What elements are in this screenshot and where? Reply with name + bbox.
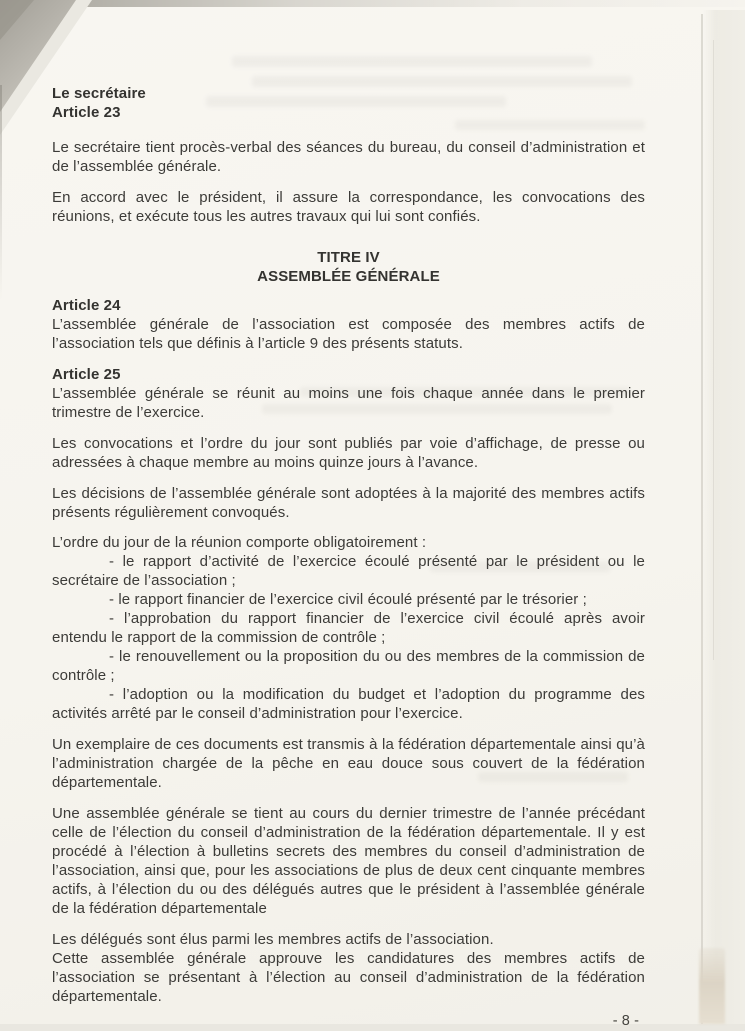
page-right-edge <box>703 10 745 1024</box>
article-23-paragraph-1: Le secrétaire tient procès-verbal des séances du bureau, du conseil d’administration et de l’assemblée générale. <box>52 139 645 175</box>
agenda-item: - le rapport d’activité de l’exercice écoulé présenté par le président ou le secrétaire de l’association ; <box>52 553 645 589</box>
agenda-item: - le renouvellement ou la proposition du ou des membres de la commission de contrôle ; <box>52 648 645 684</box>
title-iv-heading <box>52 248 645 286</box>
title-iv-line2: ASSEMBLÉE GÉNÉRALE <box>257 268 440 285</box>
article-24-body: L’assemblée générale de l’association est composée des membres actifs de l’association tels que définis à l’article 9 des présents statuts. <box>52 316 645 352</box>
agenda-item: - l’approbation du rapport financier de l’exercice civil écoulé après avoir entendu le rapport de la commission de contrôle ; <box>52 610 645 646</box>
secretary-heading: Le secrétaire <box>52 85 146 102</box>
delegates-line-1: Les délégués sont élus parmi les membres actifs de l’association. <box>52 931 494 948</box>
article-25-section <box>52 365 645 1006</box>
bleed-through-smudge <box>232 56 592 67</box>
article-23-heading: Article 23 <box>52 104 121 121</box>
agenda-intro: L’ordre du jour de la réunion comporte obligatoirement : <box>52 534 427 551</box>
title-iv-line1: TITRE IV <box>317 249 380 266</box>
page-number: - 8 - <box>612 1013 639 1029</box>
secretary-section-heading <box>52 84 645 122</box>
page-right-edge-line <box>701 14 703 1024</box>
page-bottom-right-shadow <box>699 948 725 1024</box>
article-25-paragraph-3: Les décisions de l’assemblée générale sont adoptées à la majorité des membres actifs présents régulièrement convoqués. <box>52 485 645 521</box>
page-right-edge-line-inner <box>713 40 714 660</box>
article-24-heading: Article 24 <box>52 297 121 314</box>
agenda-block <box>52 533 645 723</box>
article-24-section <box>52 296 645 353</box>
page-left-edge-shadow <box>0 85 2 300</box>
document-body <box>52 84 645 1031</box>
article-25-paragraph-2: Les convocations et l’ordre du jour sont publiés par voie d’affichage, de presse ou adressées à chaque membre au moins quinze jours à l’avance. <box>52 435 645 471</box>
delegates-line-2: Cette assemblée générale approuve les candidatures des membres actifs de l’association se présentant à l’élection au conseil d’administration de la fédération départementale. <box>52 950 645 1005</box>
article-25-paragraph-4: Un exemplaire de ces documents est transmis à la fédération départementale ainsi qu’à l’administration chargée de la pêche en eau douce sous couvert de la fédération départementale. <box>52 736 645 791</box>
scan-top-edge <box>0 0 745 7</box>
delegates-block <box>52 930 645 1006</box>
agenda-item: - l’adoption ou la modification du budget et l’adoption du programme des activités arrêté par le conseil d’administration pour l’exercice. <box>52 686 645 722</box>
article-23-paragraph-2: En accord avec le président, il assure la correspondance, les convocations des réunions, et exécute tous les autres travaux qui lui sont confiés. <box>52 189 645 225</box>
article-25-paragraph-1: L’assemblée générale se réunit au moins une fois chaque année dans le premier trimestre de l’exercice. <box>52 385 645 421</box>
article-25-heading: Article 25 <box>52 366 121 383</box>
article-25-paragraph-5: Une assemblée générale se tient au cours du dernier trimestre de l’année précédant celle de l’élection du conseil d’administration de la fédération départementale. Il y est procédé à l’élection à bulletins secrets des membres du conseil d’administration de l’association, ainsi que, pour les associations de plus de deux cent cinquante membres actifs, à l’élection du ou des délégués autres que le président à l’assemblée générale de la fédération départementale <box>52 805 645 917</box>
agenda-item: - le rapport financier de l’exercice civil écoulé présenté par le trésorier ; <box>109 591 587 608</box>
